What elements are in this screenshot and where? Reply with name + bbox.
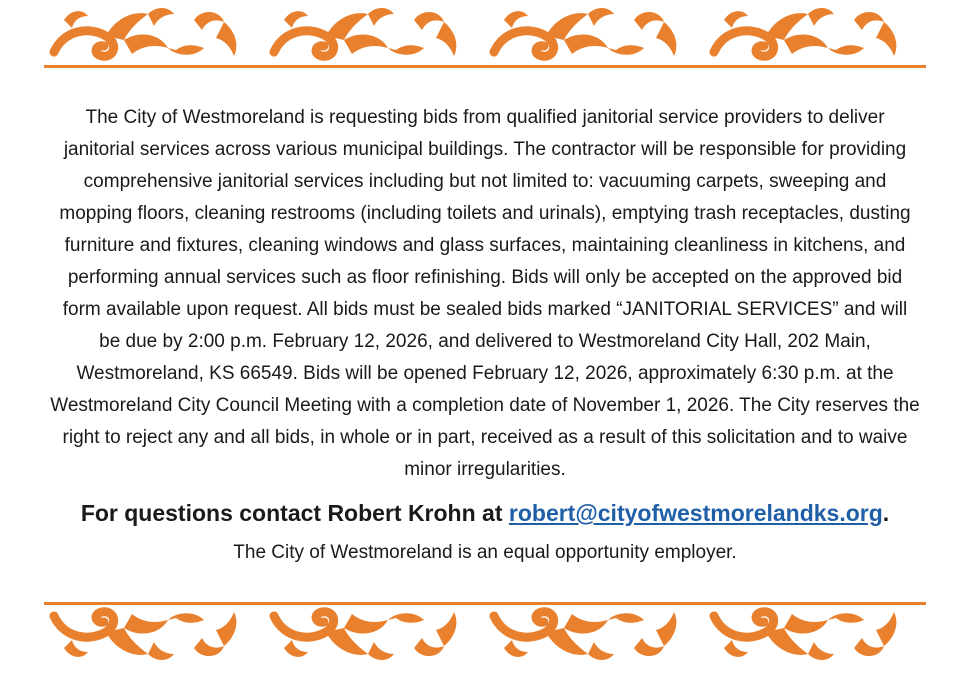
top-scroll-ornament [44, 0, 926, 66]
bid-notice-body: The City of Westmoreland is requesting bids from qualified janitorial service providers to deliver janitorial services across various municipal buildings. The contractor will be responsible for providing comprehensive janitorial services including but not limited to: vacuuming carpets, sweeping and mopping floors, cleaning restrooms (including toilets and urinals), emptying trash receptacles, dusting furniture and fixtures, cleaning windows and glass surfaces, maintaining cleanliness in kitchens, and performing annual services such as floor refinishing. Bids will only be accepted on the approved bid form available upon request. All bids must be sealed bids marked “JANITORIAL SERVICES” and will be due by 2:00 p.m. February 12, 2026, and delivered to Westmoreland City Hall, 202 Main, Westmoreland, KS 66549. Bids will be opened February 12, 2026, approximately 6:30 p.m. at the Westmoreland City Council Meeting with a completion date of November 1, 2026. The City reserves the right to reject any and all bids, in whole or in part, received as a result of this solicitation and to waive minor irregularities. [50, 107, 920, 480]
top-divider-line [44, 65, 926, 68]
equal-opportunity-statement: The City of Westmoreland is an equal opportunity employer. [233, 542, 737, 563]
contact-email-link[interactable]: robert@cityofwestmorelandks.org [508, 500, 883, 526]
contact-line [50, 496, 920, 530]
top-ornamental-border [44, 0, 926, 66]
contact-suffix: . [882, 500, 890, 526]
bid-notice-content [50, 102, 920, 568]
bottom-ornamental-border [44, 602, 926, 668]
bottom-scroll-ornament [44, 602, 926, 668]
contact-prefix: For questions contact Robert Krohn at [80, 500, 509, 526]
